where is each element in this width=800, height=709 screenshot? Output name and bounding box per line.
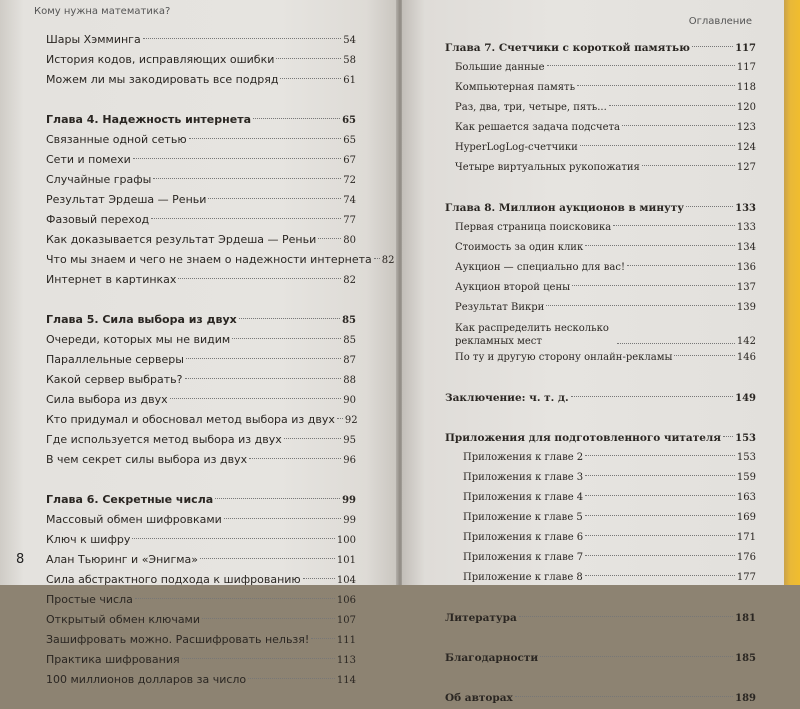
- toc-page-number: 159: [736, 472, 756, 483]
- left-page: [0, 0, 398, 686]
- toc-section-entry[interactable]: [445, 318, 756, 348]
- toc-dot-leader: [515, 696, 733, 697]
- toc-entry-title: Очереди, которых мы не видим: [46, 333, 231, 346]
- toc-page-number: 99: [343, 515, 356, 526]
- toc-entry-title: Алан Тьюринг и «Энигма»: [46, 553, 198, 566]
- toc-entry-title: Открытый обмен ключами: [46, 613, 201, 626]
- toc-dot-leader: [585, 495, 735, 496]
- toc-dot-leader: [311, 638, 335, 639]
- toc-page-number: 177: [736, 572, 756, 583]
- toc-entry-title: Шары Хэмминга: [46, 33, 141, 46]
- toc-entry-title: Глава 8. Миллион аукционов в минуту: [445, 202, 684, 214]
- toc-page-number: 95: [343, 435, 356, 446]
- toc-chapter-entry[interactable]: [46, 490, 356, 510]
- toc-entry-title: Можем ли мы закодировать все подряд: [46, 73, 279, 86]
- toc-page-number: 185: [735, 653, 756, 664]
- toc-dot-leader: [692, 46, 733, 47]
- toc-page-number: 101: [336, 555, 356, 566]
- toc-section-entry[interactable]: [445, 78, 756, 98]
- toc-chapter-entry[interactable]: [445, 38, 756, 58]
- toc-dot-leader: [178, 278, 341, 279]
- toc-section-entry[interactable]: [46, 370, 356, 390]
- toc-chapter-entry[interactable]: [445, 388, 756, 408]
- toc-page-number: 189: [735, 693, 756, 704]
- toc-chapter-entry[interactable]: [445, 648, 756, 668]
- toc-dot-leader: [723, 436, 733, 437]
- toc-dot-leader: [186, 358, 341, 359]
- toc-dot-leader: [580, 145, 735, 146]
- toc-dot-leader: [151, 218, 341, 219]
- toc-page-number: 82: [343, 275, 356, 286]
- toc-dot-leader: [280, 78, 341, 79]
- toc-page-number: 136: [736, 262, 756, 273]
- toc-section-entry[interactable]: [46, 510, 356, 530]
- toc-section-entry[interactable]: [445, 468, 756, 488]
- toc-entry-title: Приложения к главе 6: [463, 532, 584, 543]
- toc-entry-title: Параллельные серверы: [46, 353, 184, 366]
- toc-dot-leader: [577, 85, 735, 86]
- toc-page-number: 153: [736, 452, 756, 463]
- toc-entry-title: Глава 5. Сила выбора из двух: [46, 313, 237, 326]
- toc-section-entry[interactable]: [46, 50, 356, 70]
- toc-spacer: [445, 408, 756, 428]
- toc-page-number: 72: [343, 175, 356, 186]
- toc-chapter-entry[interactable]: [445, 428, 756, 448]
- toc-dot-leader: [153, 178, 341, 179]
- toc-entry-title: Как решается задача подсчета: [455, 122, 620, 133]
- toc-page-number: 137: [736, 282, 756, 293]
- toc-entry-title: Аукцион второй цены: [455, 282, 571, 293]
- toc-dot-leader: [170, 398, 342, 399]
- toc-section-entry[interactable]: [46, 70, 356, 90]
- toc-page-number: 127: [736, 162, 756, 173]
- toc-dot-leader: [284, 438, 342, 439]
- toc-page-number: 118: [736, 82, 756, 93]
- toc-section-entry[interactable]: [46, 610, 356, 630]
- toc-dot-leader: [585, 245, 735, 246]
- toc-section-entry[interactable]: [445, 278, 756, 298]
- toc-entry-title: Заключение: ч. т. д.: [445, 392, 569, 404]
- toc-dot-leader: [585, 515, 735, 516]
- toc-entry-title: Аукцион — специально для вас!: [455, 262, 625, 273]
- toc-entry-title: 100 миллионов долларов за число: [46, 673, 247, 686]
- toc-entry-title: Приложение к главе 5: [463, 512, 583, 523]
- toc-dot-leader: [249, 458, 341, 459]
- toc-dot-leader: [208, 198, 341, 199]
- toc-spacer: [46, 470, 356, 490]
- toc-dot-leader: [135, 598, 335, 599]
- toc-entry-title: Приложения к главе 3: [463, 472, 584, 483]
- toc-section-entry[interactable]: [445, 528, 756, 548]
- toc-dot-leader: [585, 475, 735, 476]
- right-page: [402, 0, 784, 704]
- toc-section-entry[interactable]: [46, 150, 356, 170]
- toc-page-number: 88: [343, 375, 356, 386]
- toc-dot-leader: [132, 538, 335, 539]
- toc-chapter-entry[interactable]: [46, 110, 356, 130]
- toc-page-number: 61: [343, 75, 356, 86]
- page-number: 8: [16, 552, 25, 567]
- toc-chapter-entry[interactable]: [46, 310, 356, 330]
- toc-section-entry[interactable]: [46, 630, 356, 650]
- toc-page-number: 87: [343, 355, 356, 366]
- toc-section-entry[interactable]: [46, 410, 356, 430]
- toc-entry-title: Интернет в картинках: [46, 273, 177, 286]
- toc-section-entry[interactable]: [46, 590, 356, 610]
- toc-page-number: 139: [736, 302, 756, 313]
- toc-spacer: [46, 90, 356, 110]
- toc-spacer: [46, 290, 356, 310]
- toc-section-entry[interactable]: [46, 170, 356, 190]
- toc-page-number: 181: [735, 613, 756, 624]
- toc-section-entry[interactable]: [46, 390, 356, 410]
- toc-section-entry[interactable]: [46, 270, 356, 290]
- toc-page-number: 120: [736, 102, 756, 113]
- toc-dot-leader: [185, 378, 342, 379]
- toc-section-entry[interactable]: [445, 138, 756, 158]
- toc-section-entry[interactable]: [46, 670, 356, 690]
- toc-entry-title: Приложения для подготовленного читателя: [445, 432, 722, 444]
- toc-page-number: 92: [344, 415, 358, 426]
- toc-entry-title: Случайные графы: [46, 173, 152, 186]
- toc-page-number: 80: [343, 235, 356, 246]
- toc-entry-title: Раз, два, три, четыре, пять...: [455, 102, 607, 113]
- toc-section-entry[interactable]: [46, 130, 356, 150]
- toc-page-number: 58: [343, 55, 356, 66]
- toc-list-left: [46, 30, 395, 690]
- toc-dot-leader: [622, 125, 735, 126]
- toc-entry-title: Связанные одной сетью: [46, 133, 187, 146]
- toc-section-entry[interactable]: [445, 348, 756, 368]
- toc-entry-title: Глава 7. Счетчики с короткой памятью: [445, 42, 690, 54]
- toc-page-number: 82: [381, 255, 395, 266]
- toc-section-entry[interactable]: [46, 550, 356, 570]
- toc-entry-title: Стоимость за один клик: [455, 242, 584, 253]
- toc-dot-leader: [248, 678, 335, 679]
- toc-section-entry[interactable]: [46, 190, 356, 210]
- toc-dot-leader: [642, 165, 735, 166]
- toc-section-entry[interactable]: [46, 450, 356, 470]
- toc-page-number: 74: [343, 195, 356, 206]
- toc-dot-leader: [540, 656, 733, 657]
- toc-entry-title: История кодов, исправляющих ошибки: [46, 53, 275, 66]
- toc-page-number: 169: [736, 512, 756, 523]
- toc-entry-title: Как распределить несколько рекламных мест: [455, 323, 609, 347]
- toc-dot-leader: [215, 498, 340, 499]
- toc-section-entry[interactable]: [46, 330, 356, 350]
- toc-section-entry[interactable]: [445, 158, 756, 178]
- toc-entry-title: Благодарности: [445, 652, 539, 664]
- toc-page-number: 134: [736, 242, 756, 253]
- toc-spacer: [445, 368, 756, 388]
- toc-page-number: 149: [735, 393, 756, 404]
- toc-entry-title: Большие данные: [455, 62, 545, 73]
- toc-dot-leader: [686, 206, 733, 207]
- toc-entry-title: Как доказывается результат Эрдеша — Реньи: [46, 233, 317, 246]
- toc-page-number: 104: [336, 575, 356, 586]
- toc-entry-title: Результат Эрдеша — Реньи: [46, 193, 207, 206]
- toc-entry-title: Сила выбора из двух: [46, 393, 168, 406]
- toc-dot-leader: [200, 558, 335, 559]
- toc-page-number: 117: [736, 62, 756, 73]
- toc-entry-title: Первая страница поисковика: [455, 222, 612, 233]
- toc-section-entry[interactable]: [445, 58, 756, 78]
- toc-dot-leader: [182, 658, 335, 659]
- toc-entry-title: Приложение к главе 8: [463, 572, 583, 583]
- toc-entry-title: HyperLogLog-счетчики: [455, 142, 578, 153]
- toc-dot-leader: [318, 238, 341, 239]
- toc-section-entry[interactable]: [445, 568, 756, 588]
- toc-dot-leader: [337, 418, 343, 419]
- toc-entry-title: По ту и другую сторону онлайн-рекламы: [455, 352, 673, 363]
- toc-dot-leader: [519, 616, 733, 617]
- toc-section-entry[interactable]: [46, 350, 356, 370]
- toc-section-entry[interactable]: [445, 118, 756, 138]
- running-header-left: Кому нужна математика?: [34, 6, 171, 17]
- toc-section-entry[interactable]: [46, 530, 356, 550]
- toc-section-entry[interactable]: [445, 488, 756, 508]
- toc-dot-leader: [585, 455, 735, 456]
- toc-chapter-entry[interactable]: [445, 688, 756, 708]
- toc-section-entry[interactable]: [445, 448, 756, 468]
- toc-section-entry[interactable]: [445, 218, 756, 238]
- toc-dot-leader: [613, 225, 735, 226]
- toc-dot-leader: [585, 575, 735, 576]
- toc-dot-leader: [674, 355, 734, 356]
- toc-entry-title: Результат Викри: [455, 302, 545, 313]
- toc-section-entry[interactable]: [46, 650, 356, 670]
- toc-page-number: 100: [336, 535, 356, 546]
- toc-dot-leader: [202, 618, 335, 619]
- toc-page-number: 133: [736, 222, 756, 233]
- toc-dot-leader: [585, 555, 735, 556]
- toc-page-number: 107: [336, 615, 356, 626]
- toc-dot-leader: [585, 535, 735, 536]
- toc-entry-title: Массовый обмен шифровками: [46, 513, 222, 526]
- toc-entry-title: Сила абстрактного подхода к шифрованию: [46, 573, 301, 586]
- toc-page-number: 142: [736, 336, 756, 347]
- toc-page-number: 171: [736, 532, 756, 543]
- toc-page-number: 54: [343, 35, 356, 46]
- toc-entry-title: Где используется метод выбора из двух: [46, 433, 282, 446]
- toc-entry-title: Простые числа: [46, 593, 133, 606]
- toc-entry-title: Фазовый переход: [46, 213, 150, 226]
- toc-dot-leader: [303, 578, 335, 579]
- toc-section-entry[interactable]: [445, 508, 756, 528]
- toc-dot-leader: [232, 338, 341, 339]
- toc-spacer: [445, 178, 756, 198]
- toc-dot-leader: [253, 118, 340, 119]
- toc-entry-title: Сети и помехи: [46, 153, 131, 166]
- toc-page-number: 77: [343, 215, 356, 226]
- toc-entry-title: Практика шифрования: [46, 653, 180, 666]
- toc-entry-title: Приложения к главе 7: [463, 552, 584, 563]
- toc-section-entry[interactable]: [445, 298, 756, 318]
- toc-page-number: 146: [736, 352, 756, 363]
- toc-entry-title: Глава 6. Секретные числа: [46, 493, 214, 506]
- toc-section-entry[interactable]: [46, 30, 356, 50]
- running-header-right: Оглавление: [688, 16, 752, 27]
- toc-section-entry[interactable]: [46, 230, 356, 250]
- toc-spacer: [445, 628, 756, 648]
- toc-list-right: [445, 38, 756, 708]
- toc-dot-leader: [374, 258, 380, 259]
- page-edge: [784, 0, 800, 585]
- toc-dot-leader: [609, 105, 735, 106]
- toc-dot-leader: [547, 65, 735, 66]
- toc-page-number: 114: [336, 675, 356, 686]
- toc-entry-title: Приложения к главе 2: [463, 452, 584, 463]
- toc-page-number: 67: [343, 155, 356, 166]
- toc-page-number: 176: [736, 552, 756, 563]
- toc-page-number: 123: [736, 122, 756, 133]
- toc-entry-title: Об авторах: [445, 692, 513, 704]
- toc-section-entry[interactable]: [46, 210, 356, 230]
- toc-entry-title: Зашифровать можно. Расшифровать нельзя!: [46, 633, 310, 646]
- toc-chapter-entry[interactable]: [445, 608, 756, 628]
- toc-page-number: 99: [342, 495, 356, 506]
- toc-entry-title: Приложения к главе 4: [463, 492, 584, 503]
- toc-section-entry[interactable]: [46, 430, 356, 450]
- toc-entry-title: Ключ к шифру: [46, 533, 131, 546]
- toc-page-number: 111: [336, 635, 356, 646]
- toc-entry-title: Что мы знаем и чего не знаем о надежности интернета: [46, 253, 372, 266]
- toc-page-number: 106: [336, 595, 356, 606]
- toc-entry-title: Четыре виртуальных рукопожатия: [455, 162, 640, 173]
- toc-section-entry[interactable]: [445, 238, 756, 258]
- toc-page-number: 65: [342, 115, 356, 126]
- toc-spacer: [445, 588, 756, 608]
- toc-section-entry[interactable]: [445, 98, 756, 118]
- toc-dot-leader: [276, 58, 341, 59]
- toc-page-number: 85: [342, 315, 356, 326]
- toc-section-entry[interactable]: [46, 250, 395, 270]
- toc-dot-leader: [224, 518, 341, 519]
- toc-page-number: 124: [736, 142, 756, 153]
- toc-entry-title: Глава 4. Надежность интернета: [46, 113, 251, 126]
- toc-dot-leader: [143, 38, 342, 39]
- toc-page-number: 163: [736, 492, 756, 503]
- toc-spacer: [445, 668, 756, 688]
- toc-dot-leader: [617, 343, 735, 344]
- toc-dot-leader: [572, 285, 735, 286]
- toc-section-entry[interactable]: [445, 548, 756, 568]
- toc-section-entry[interactable]: [46, 570, 356, 590]
- toc-dot-leader: [571, 396, 733, 397]
- toc-dot-leader: [239, 318, 340, 319]
- toc-page-number: 96: [343, 455, 356, 466]
- toc-entry-title: В чем секрет силы выбора из двух: [46, 453, 248, 466]
- toc-dot-leader: [189, 138, 342, 139]
- toc-entry-title: Компьютерная память: [455, 82, 576, 93]
- toc-page-number: 90: [343, 395, 356, 406]
- toc-entry-title: Кто придумал и обосновал метод выбора из двух: [46, 413, 335, 426]
- toc-page-number: 65: [343, 135, 356, 146]
- toc-page-number: 85: [343, 335, 356, 346]
- toc-chapter-entry[interactable]: [445, 198, 756, 218]
- toc-page-number: 113: [336, 655, 356, 666]
- toc-page-number: 133: [735, 203, 756, 214]
- toc-dot-leader: [133, 158, 341, 159]
- toc-dot-leader: [546, 305, 735, 306]
- toc-section-entry[interactable]: [445, 258, 756, 278]
- toc-page-number: 117: [735, 43, 756, 54]
- toc-dot-leader: [627, 265, 735, 266]
- toc-page-number: 153: [735, 433, 756, 444]
- toc-entry-title: Литература: [445, 612, 517, 624]
- toc-entry-title: Какой сервер выбрать?: [46, 373, 183, 386]
